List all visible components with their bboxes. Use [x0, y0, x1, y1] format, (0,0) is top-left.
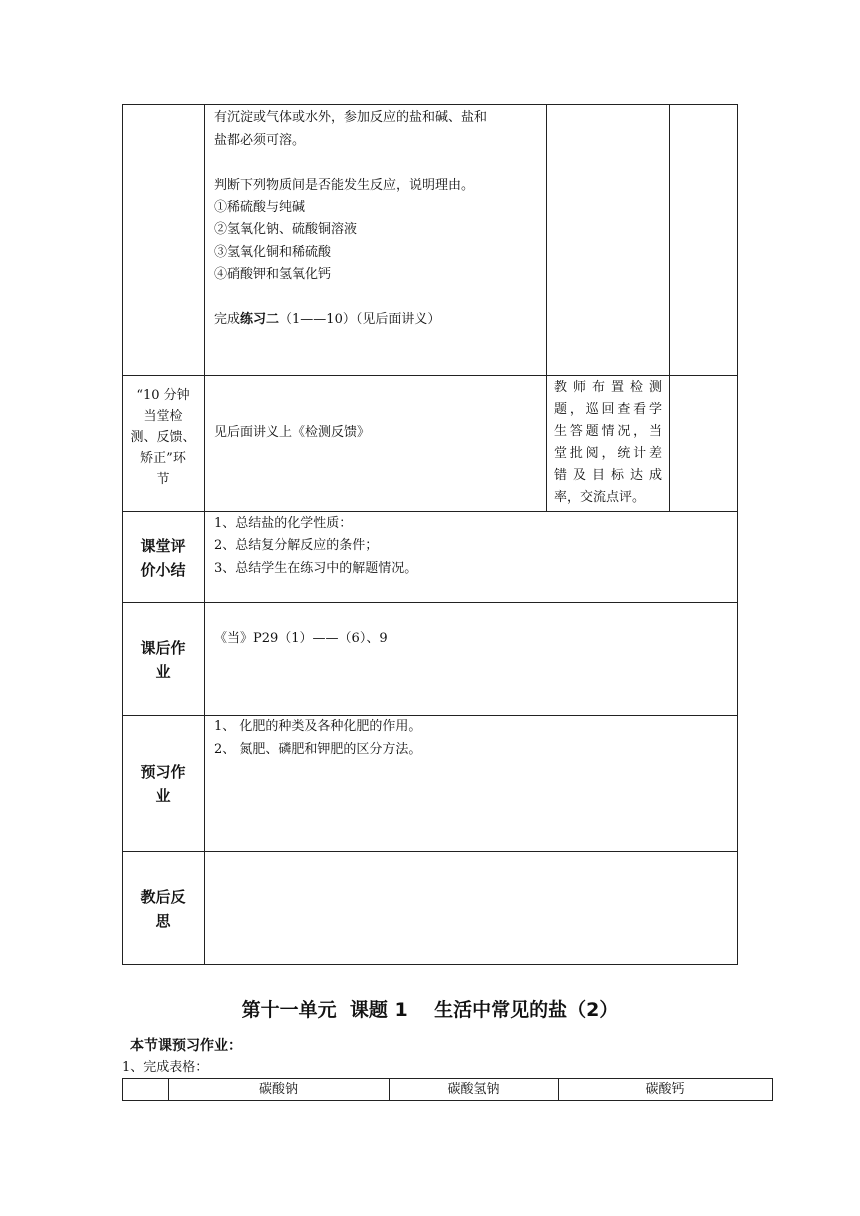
column-header: 碳酸钙 [645, 1082, 685, 1097]
label-line: 节 [156, 472, 170, 487]
label-line: 测、反馈、 [130, 430, 196, 445]
text-line: ④硝酸钾和氢氧化钙 [214, 267, 332, 282]
summary-item: 1、总结盐的化学性质： [214, 516, 353, 531]
row2-label [122, 385, 204, 490]
homework-content: 《当》P29（1）——（6）、9 [214, 631, 388, 646]
teacher-notes [554, 377, 662, 509]
label-line: 教后反 [140, 888, 186, 906]
summary-item: 2、总结复分解反应的条件； [214, 538, 379, 553]
label-line: 课堂评 [140, 537, 186, 555]
text-line: ①稀硫酸与纯碱 [214, 200, 306, 215]
table-border-right [737, 104, 738, 965]
text-line: ③氢氧化铜和稀硫酸 [214, 245, 332, 260]
teacher-line: 错及目标达成 [554, 468, 662, 483]
table-divider [546, 104, 547, 512]
teacher-line: 生答题情况，当 [554, 424, 662, 439]
section-heading: 第十一单元 课题 1 生活中常见的盐（2） [241, 999, 619, 1021]
table-divider [204, 104, 205, 965]
preview-item: 1、 化肥的种类及各种化肥的作用。 [214, 719, 422, 734]
table-border-left [122, 1078, 123, 1101]
table-divider [669, 104, 670, 512]
label-line: 矫正”环 [140, 451, 186, 466]
column-header: 碳酸钠 [258, 1082, 298, 1097]
label-line: 价小结 [140, 561, 186, 579]
teacher-line: 率，交流点评。 [554, 490, 646, 505]
practice-prefix: 完成 [214, 312, 241, 327]
practice-bold: 练习二 [240, 312, 280, 327]
column-header: 碳酸氢钠 [447, 1082, 500, 1097]
text-line: 有沉淀或气体或水外，参加反应的盐和碱、盐和 [214, 110, 488, 125]
table-divider [122, 602, 738, 603]
label-line: 当堂检 [143, 409, 183, 424]
label-line: 业 [155, 663, 171, 681]
teacher-line: 题，巡回查看学 [554, 402, 662, 417]
row5-label [122, 760, 204, 808]
row4-label [122, 636, 204, 684]
practice-line [214, 309, 440, 331]
label-line: 课后作 [140, 639, 186, 657]
table-border-top [122, 104, 738, 105]
teacher-line: 教师布置检测 [554, 380, 662, 395]
label-line: 业 [155, 787, 171, 805]
row2-content: 见后面讲义上《检测反馈》 [214, 425, 371, 440]
task-text: 1、完成表格： [122, 1060, 209, 1075]
table-border-bottom [122, 964, 738, 965]
preview-item: 2、 氮肥、磷肥和钾肥的区分方法。 [214, 742, 422, 757]
table-border-bottom [122, 1100, 772, 1101]
summary-item: 3、总结学生在练习中的解题情况。 [214, 561, 418, 576]
table-border-right [772, 1078, 773, 1101]
table-divider [122, 375, 738, 376]
label-line: 预习作 [140, 763, 186, 781]
teacher-line: 堂批阅，统计差 [554, 446, 662, 461]
label-line: 思 [155, 912, 171, 930]
table-divider [122, 851, 738, 852]
section-subheading: 本节课预习作业： [130, 1038, 242, 1054]
label-line: “10 分钟 [136, 388, 190, 403]
row6-label [122, 885, 204, 933]
table-divider [122, 511, 738, 512]
text-line: ②氢氧化钠、硫酸铜溶液 [214, 222, 358, 237]
text-line: 盐都必须可溶。 [214, 133, 306, 148]
row3-label [122, 534, 204, 582]
practice-suffix: （1——10）（见后面讲义） [279, 312, 441, 327]
text-line: 判断下列物质间是否能发生反应，说明理由。 [214, 178, 475, 193]
